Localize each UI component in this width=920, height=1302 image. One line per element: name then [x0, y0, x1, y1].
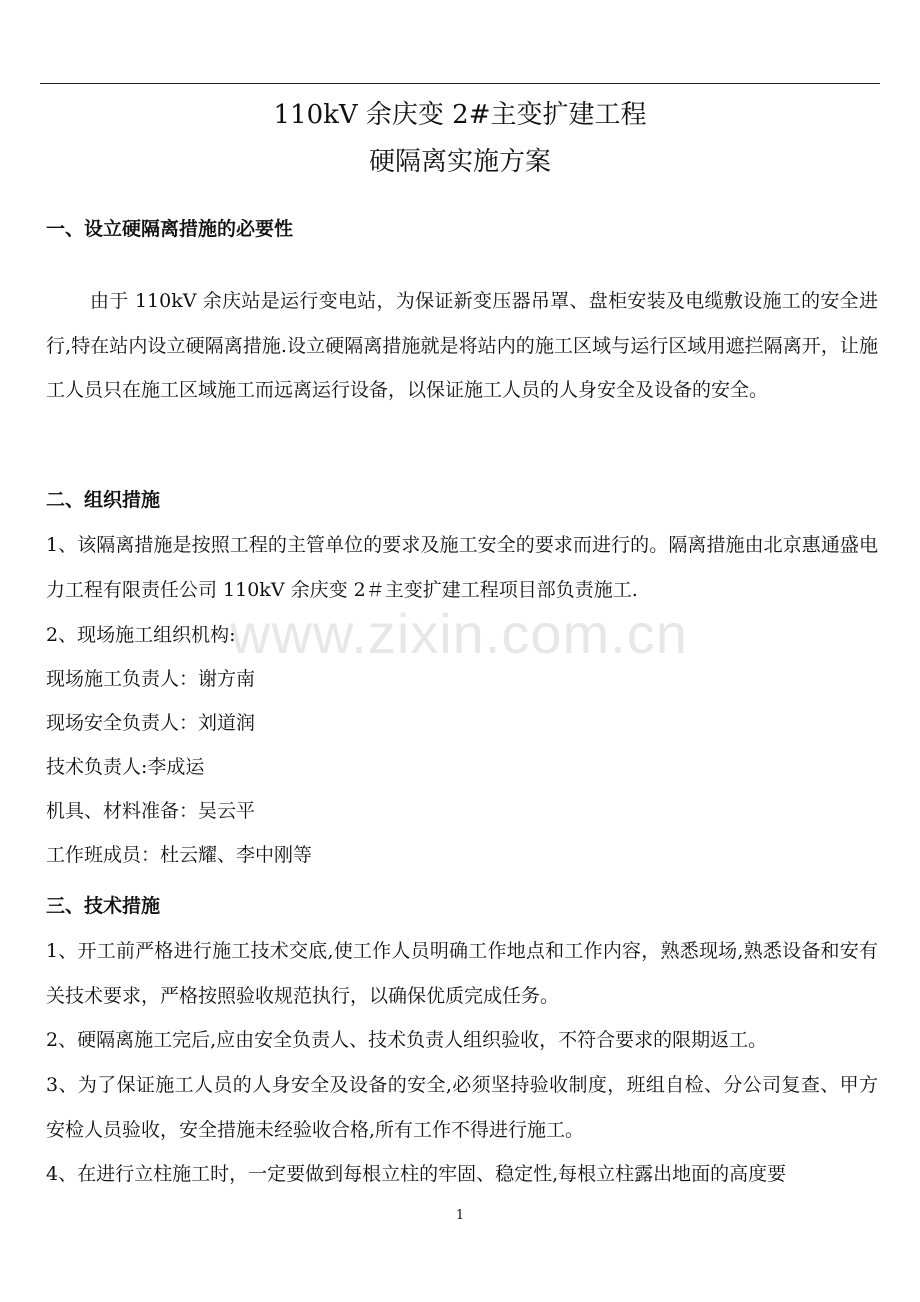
section3-item3: 3、为了保证施工人员的人身安全及设备的安全,必须坚持验收制度，班组自检、分公司复查、甲方安检人员验收，安全措施未经验收合格,所有工作不得进行施工。: [46, 1074, 878, 1141]
section3-item1: 1、开工前严格进行施工技术交底,使工作人员明确工作地点和工作内容，熟悉现场,熟悉设备和安有关技术要求，严格按照验收规范执行，以确保优质完成任务。: [46, 940, 878, 1007]
watermark: www.zixin.com.cn: [230, 602, 688, 665]
section3-item4: 4、在进行立柱施工时，一定要做到每根立柱的牢固、稳定性,每根立柱露出地面的高度要: [46, 1163, 787, 1185]
section2-item2: 2、现场施工组织机构:: [46, 624, 236, 646]
document-subtitle: 硬隔离实施方案: [368, 147, 551, 177]
section3-item2: 2、硬隔离施工完后,应由安全负责人、技术负责人组织验收，不符合要求的限期返工。: [46, 1029, 768, 1051]
construction-lead-line: 现场施工负责人：谢方南: [46, 668, 256, 690]
section1-paragraph: 由于 110kV 余庆站是运行变电站，为保证新变压器吊罩、盘柜安装及电缆敷设施工的安全进行,特在站内设立硬隔离措施.设立硬隔离措施就是将站内的施工区域与运行区域用遮拦隔离开，让施工人员只在施工区域施工而远离运行设备，以保证施工人员的人身安全及设备的安全。: [46, 290, 878, 402]
team-members-line: 工作班成员：杜云耀、李中刚等: [46, 844, 313, 866]
section2-heading: 二、组织措施: [46, 489, 161, 511]
materials-line: 机具、材料准备：吴云平: [46, 800, 256, 822]
safety-lead-line: 现场安全负责人：刘道润: [46, 712, 256, 734]
tech-lead-line: 技术负责人:李成运: [46, 756, 205, 778]
page-number: 1: [455, 1208, 465, 1223]
section1-heading: 一、设立硬隔离措施的必要性: [46, 218, 294, 240]
header-rule: [40, 83, 880, 84]
section2-item1: 1、该隔离措施是按照工程的主管单位的要求及施工安全的要求而进行的。隔离措施由北京惠通盛电力工程有限责任公司 110kV 余庆变 2＃主变扩建工程项目部负责施工.: [46, 534, 878, 601]
document-title: 110kV 余庆变 2#主变扩建工程: [273, 100, 647, 130]
section3-heading: 三、技术措施: [46, 895, 161, 917]
